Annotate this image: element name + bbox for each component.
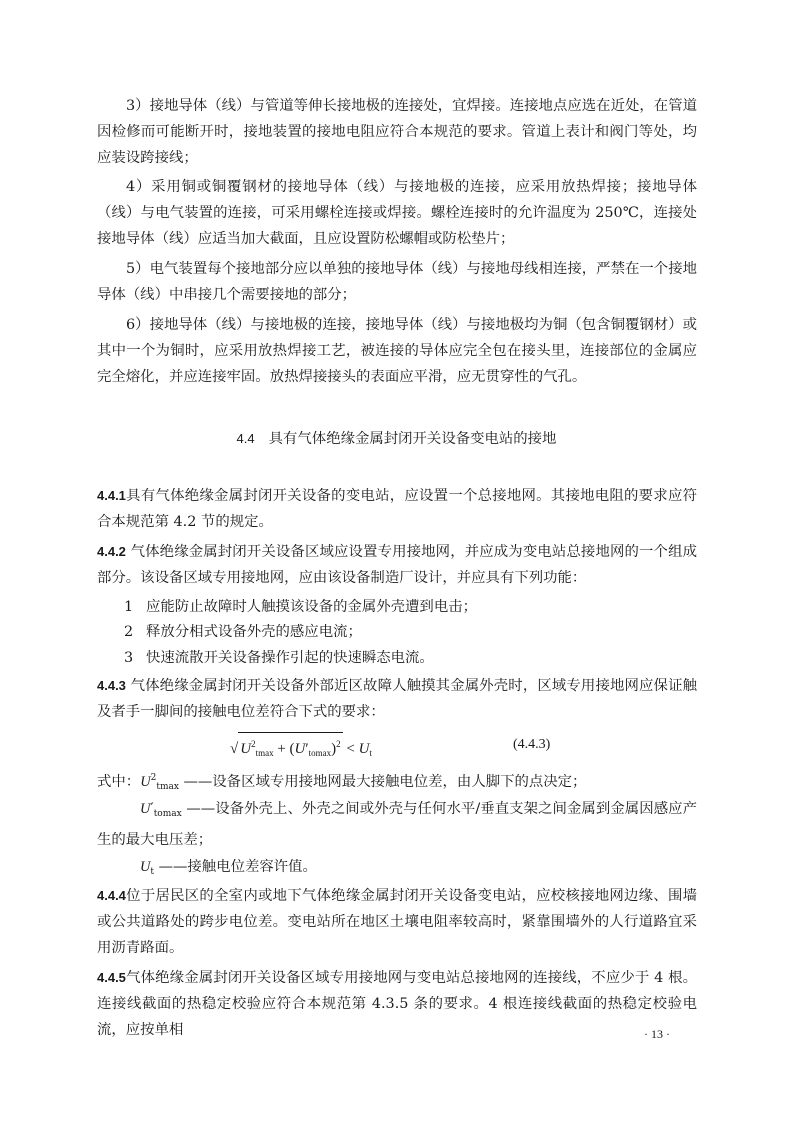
list-item-number: 1 — [124, 599, 134, 615]
subscript: tmax — [255, 748, 274, 758]
subscript: tomax — [153, 809, 182, 819]
clause-text: 气体绝缘金属封闭开关设备区域专用接地网与变电站总接地网的连接线，不应少于 4 根。连接线截面的热稳定校验应符合本规范第 4.3.5 条的要求。4 根连接线截面的热稳定校验电流，应按单相 — [97, 970, 697, 1038]
operator-lt: < — [342, 741, 359, 757]
paragraph-item-3: 3）接地导体（线）与管道等伸长接地极的连接处，宜焊接。连接地点应选在近处，在管道因检修而可能断开时，接地装置的接地电阻应符合本规范的要求。管道上表计和阀门等处，均应装设跨接线； — [97, 98, 697, 166]
superscript: 2 — [150, 773, 157, 783]
definition-text: ——设备区域专用接地网最大接触电位差，由人脚下的点决定； — [183, 774, 587, 790]
operator-plus: + ( — [273, 741, 295, 757]
definition-text: ——接触电位差容许值。 — [158, 859, 317, 875]
formula-4-4-3 — [230, 732, 700, 758]
superscript: 2 — [251, 739, 256, 749]
paragraph-item-4: 4）采用铜或铜覆钢材的接地导体（线）与接地极的连接，应采用放热焊接；接地导体（线）与电气装置的连接，可采用螺栓连接或焊接。螺栓连接时的允许温度为 250℃，连接处接地导体（线）应适当加大截面，且应设置防松螺帽或防松垫片； — [97, 179, 697, 247]
subscript: t — [150, 867, 155, 877]
formula-expression — [230, 732, 372, 766]
paragraph-item-6: 6）接地导体（线）与接地极的连接，接地导体（线）与接地极均为铜（包含铜覆钢材）或其中一个为铜时，应采用放热焊接工艺，被连接的导体应完全包在接头里，连接部位的金属应完全熔化，并应连接牢固。放热焊接接头的表面应平滑，应无贯穿性的气孔。 — [97, 317, 697, 385]
paragraph-item-5: 5）电气装置每个接地部分应以单独的接地导体（线）与接地母线相连接，严禁在一个接地导体（线）中串接几个需要接地的部分； — [97, 261, 697, 303]
subscript: t — [369, 748, 372, 758]
list-item-number: 2 — [124, 624, 134, 640]
clause-number: 4.4.3 — [97, 678, 126, 693]
definition-symbol: U — [140, 801, 151, 817]
clause-text: 具有气体绝缘金属封闭开关设备的变电站，应设置一个总接地网。其接地电阻的要求应符合本规范第 4.2 节的规定。 — [97, 488, 697, 530]
subscript: tmax — [156, 782, 179, 792]
paren-close: ) — [331, 741, 337, 757]
definition-symbol: U — [140, 774, 151, 790]
list-item-number: 3 — [124, 650, 134, 666]
section-title: 具有气体绝缘金属封闭开关设备变电站的接地 — [268, 431, 557, 447]
clause-number: 4.4.2 — [97, 544, 126, 559]
clause-text: 气体绝缘金属封闭开关设备区域应设置专用接地网，并应成为变电站总接地网的一个组成部分。该设备区域专用接地网，应由该设备制造厂设计，并应具有下列功能： — [97, 544, 697, 586]
definition-2 — [97, 796, 697, 853]
clause-number: 4.4.1 — [97, 488, 126, 503]
superscript: 2 — [336, 739, 341, 749]
symbol-u: U — [240, 741, 252, 757]
subscript: tomax — [308, 748, 332, 758]
symbol-u-prime: U — [294, 741, 306, 757]
equation-number: (4.4.3) — [513, 737, 551, 752]
list-item-text: 释放分相式设备外壳的感应电流； — [146, 624, 362, 640]
list-item — [124, 646, 434, 670]
sqrt-sign: √ — [230, 741, 239, 757]
list-item-text: 应能防止故障时人触摸该设备的金属外壳遭到电击； — [146, 599, 477, 615]
clause-text: 位于居民区的全室内或地下气体绝缘金属封闭开关设备变电站，应校核接地网边缘、围墙或公共道路处的跨步电位差。变电站所在地区土壤电阻率较高时，紧靠围墙外的人行道路宜采用沥青路面。 — [97, 888, 697, 956]
clause-4-4-5 — [97, 965, 697, 1043]
prime-mark: ′ — [150, 801, 154, 817]
definition-lead: 式中： — [97, 774, 141, 790]
clause-number: 4.4.4 — [97, 888, 126, 903]
definition-1 — [97, 765, 697, 800]
clause-4-4-2 — [97, 539, 697, 591]
clause-4-4-3 — [97, 673, 697, 725]
definition-3 — [140, 854, 697, 885]
clause-4-4-4 — [97, 883, 697, 961]
definition-symbol: U — [140, 859, 151, 875]
list-item-text: 快速流散开关设备操作引起的快速瞬态电流。 — [146, 650, 434, 666]
definition-text: ——设备外壳上、外壳之间或外壳与任何水平/垂直支架之间金属到金属因感应产生的最大电压差； — [97, 801, 697, 848]
symbol-ut: U — [358, 741, 370, 757]
page-number: · 13 · — [644, 1027, 670, 1041]
clause-text: 气体绝缘金属封闭开关设备外部近区故障人触摸其金属外壳时，区域专用接地网应保证触及者手一脚间的接触电位差符合下式的要求： — [97, 678, 697, 720]
list-item — [124, 620, 362, 644]
list-item — [124, 595, 477, 619]
section-heading — [0, 427, 793, 451]
prime-mark: ′ — [305, 741, 309, 757]
clause-4-4-1 — [97, 483, 697, 535]
clause-number: 4.4.5 — [97, 970, 126, 985]
section-number: 4.4 — [236, 431, 255, 446]
sqrt-radicand — [238, 732, 342, 764]
